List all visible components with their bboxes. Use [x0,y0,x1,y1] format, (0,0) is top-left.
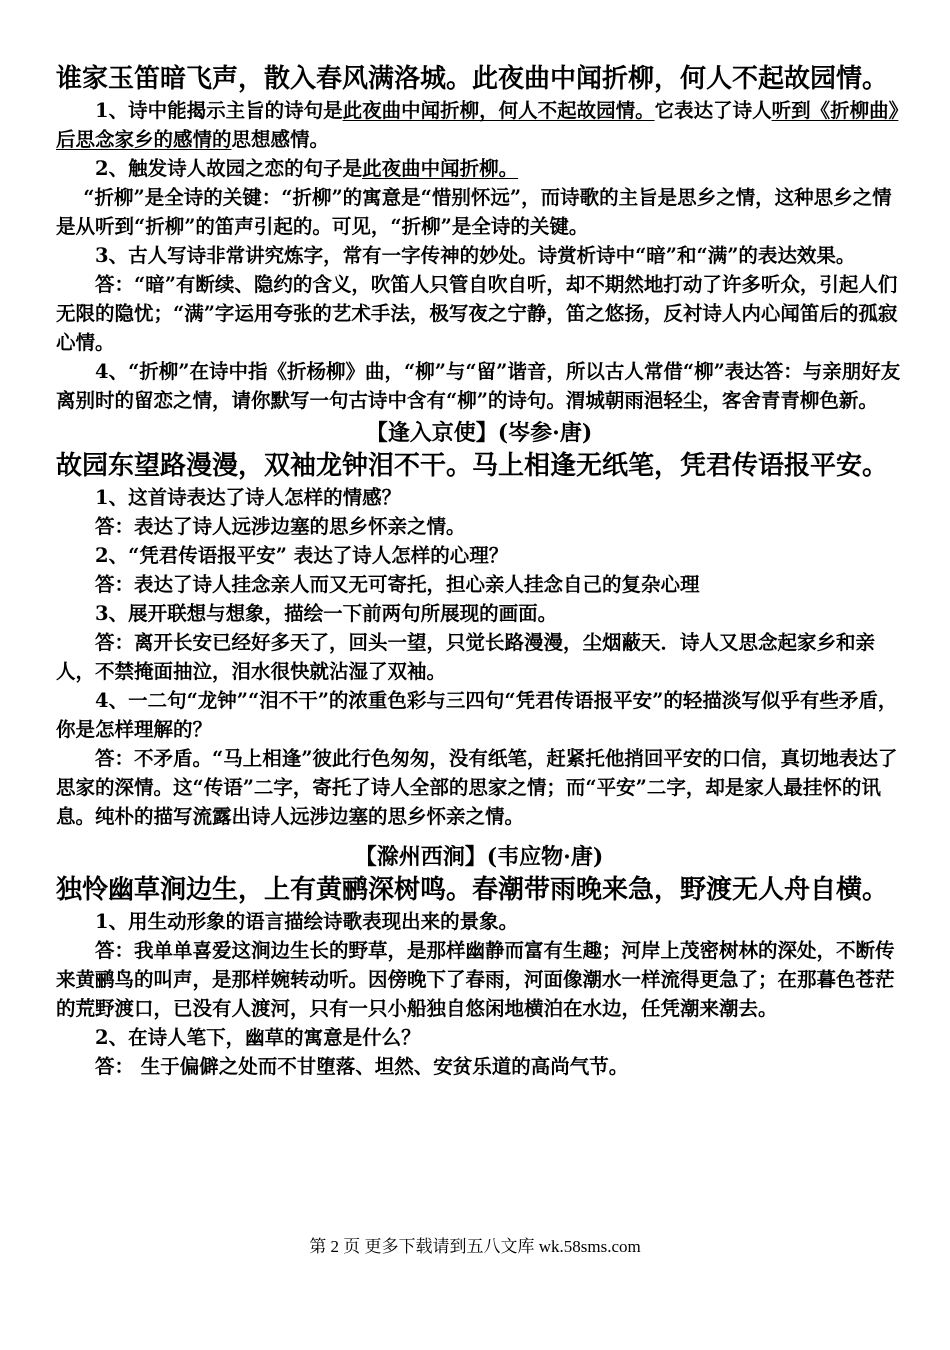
answer-paragraph: “折柳”是全诗的关键：“折柳”的寓意是“惜别怀远”，而诗歌的主旨是思乡之情，这种思乡之情是从听到“折柳”的笛声引起的。可见，“折柳”是全诗的关键。 [56,186,892,238]
question-1 [56,96,902,154]
question-1: 1、这首诗表达了诗人怎样的情感？ [95,486,402,509]
question-3: 3、古人写诗非常讲究炼字，常有一字传神的妙处。诗赏析诗中“暗”和“满”的表达效果。 [95,244,856,267]
answer-underline: 听到《折柳曲》后思念家乡的感情的 [56,99,899,151]
answer-paragraph: 答：我单单喜爱这涧边生长的野草，是那样幽静而富有生趣；河岸上茂密树林的深处，不断传来黄鹂鸟的叫声，是那样婉转动听。因傍晚下了春雨，河面像潮水一样流得更急了；在那暮色苍茫的荒野渡口，已没有人渡河，只有一只小船独自悠闲地横泊在水边，任凭潮来潮去。 [56,939,895,1020]
answer-paragraph: 答：表达了诗人挂念亲人而又无可寄托，担心亲人挂念自己的复杂心理 [95,573,700,596]
question-3: 3、展开联想与想象，描绘一下前两句所展现的画面。 [95,602,558,625]
question-1: 1、用生动形象的语言描绘诗歌表现出来的景象。 [95,910,519,933]
answer-paragraph: 答：表达了诗人远涉边塞的思乡怀亲之情。 [95,515,466,538]
poem-line: 独怜幽草涧边生，上有黄鹂深树鸣。春潮带雨晚来急，野渡无人舟自横。 [56,875,889,905]
question-2: 2、“凭君传语报平安” 表达了诗人怎样的心理？ [95,544,509,567]
question-text: 2、触发诗人故园之恋的句子是 [95,157,363,180]
question-text: 它表达了诗人 [654,99,772,122]
poem-title: 【滁州西涧】(韦应物·唐) [354,844,604,870]
question-text: 思想感情。 [231,128,330,151]
answer-underline: 此夜曲中闻折柳，何人不起故园情。 [342,99,655,122]
answer-paragraph: 答： 生于偏僻之处而不甘堕落、坦然、安贫乐道的高尚气节。 [95,1055,629,1078]
answer-paragraph: 答：离开长安已经好多天了，回头一望，只觉长路漫漫，尘烟蔽天．诗人又思念起家乡和亲人，不禁掩面抽泣，泪水很快就沾湿了双袖。 [56,631,876,683]
answer-underline: 此夜曲中闻折柳。 [362,157,519,180]
question-2: 2、在诗人笔下，幽草的寓意是什么？ [95,1026,421,1049]
question-4: 4、“折柳”在诗中指《折杨柳》曲，“柳”与“留”谐音，所以古人常借“柳”表达答：与亲朋好友离别时的留恋之情，请你默写一句古诗中含有“柳”的诗句。渭城朝雨浥轻尘，客舍青青柳色新。 [56,360,901,412]
answer-paragraph: 答：“暗”有断续、隐约的含义，吹笛人只管自吹自听，却不期然地打动了许多听众，引起人们无限的隐忧；“满”字运用夸张的艺术手法，极写夜之宁静，笛之悠扬，反衬诗人内心闻笛后的孤寂心情。 [56,273,898,354]
poem-line: 故园东望路漫漫，双袖龙钟泪不干。马上相逢无纸笔，凭君传语报平安。 [56,451,889,481]
answer-paragraph: 答：不矛盾。“马上相逢”彼此行色匆匆，没有纸笔，赶紧托他捎回平安的口信，真切地表达了思家的深情。这“传语”二字，寄托了诗人全部的思家之情；而“平安”二字，却是家人最挂怀的讯息。纯朴的描写流露出诗人远涉边塞的思乡怀亲之情。 [56,747,898,828]
page-footer: 第 2 页 更多下载请到五八文库 wk.58sms.com [309,1237,641,1256]
question-4: 4、一二句“龙钟”“泪不干”的浓重色彩与三四句“凭君传语报平安”的轻描淡写似乎有些矛盾，你是怎样理解的？ [56,689,898,741]
poem-title: 【逢入京使】(岑参·唐) [365,420,593,446]
question-text: 1、诗中能揭示主旨的诗句是 [95,99,343,122]
poem-line: 谁家玉笛暗飞声，散入春风满洛城。此夜曲中闻折柳，何人不起故园情。 [56,64,889,94]
question-2 [56,154,902,183]
